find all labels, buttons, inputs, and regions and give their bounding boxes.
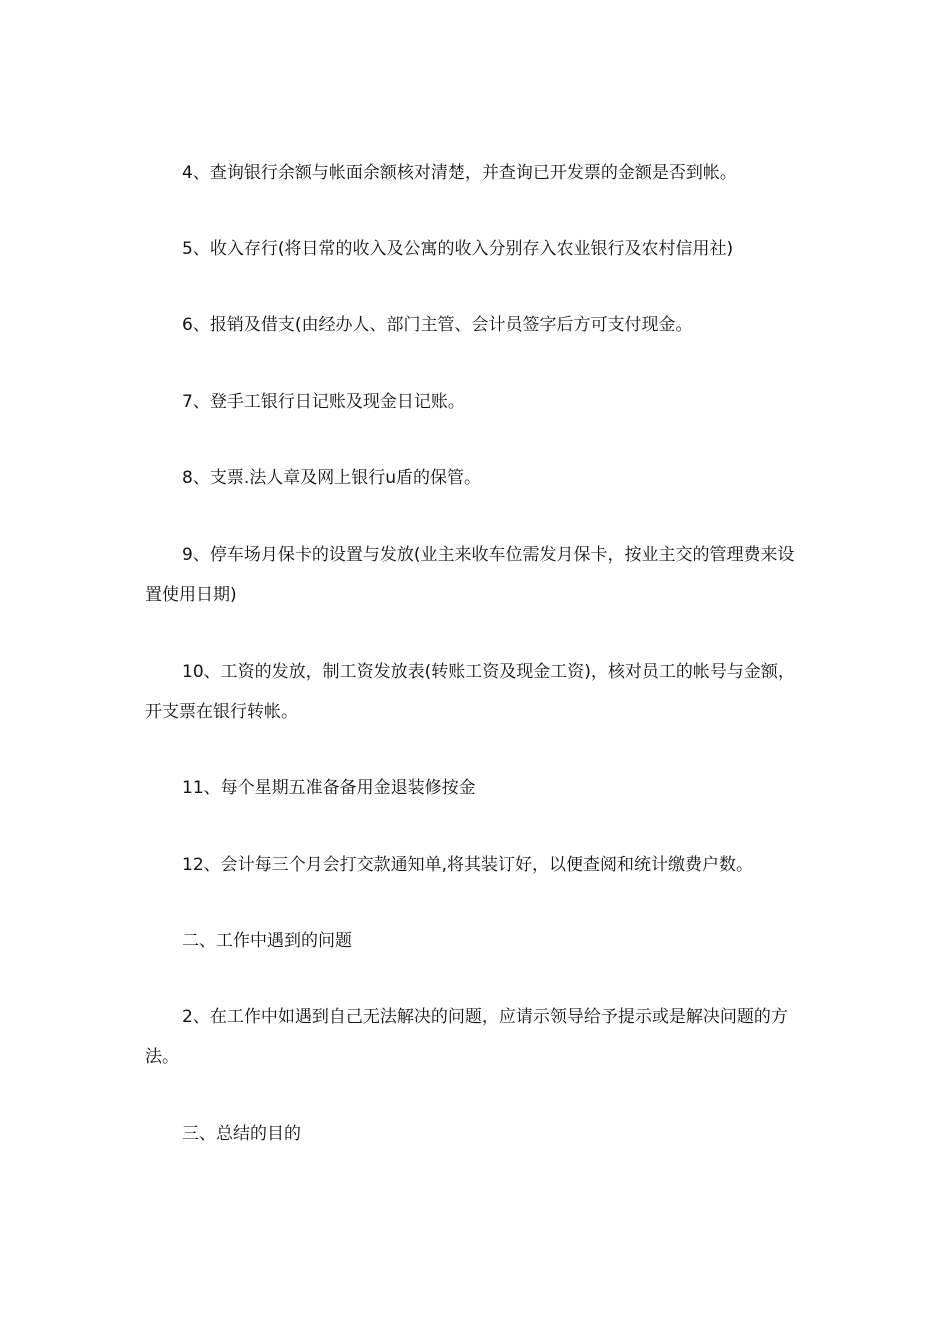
section-heading-problems: 二、工作中遇到的问题 (182, 931, 352, 951)
paragraph-item-5: 5、收入存行(将日常的收入及公寓的收入分别存入农业银行及农村信用社) (182, 239, 734, 259)
section-heading-purpose: 三、总结的目的 (182, 1124, 301, 1144)
paragraph-item-4: 4、查询银行余额与帐面余额核对清楚，并查询已开发票的金额是否到帐。 (182, 163, 737, 183)
paragraph-item-7: 7、登手工银行日记账及现金日记账。 (182, 392, 465, 412)
paragraph-item-9: 9、停车场月保卡的设置与发放(业主来收车位需发月保卡，按业主交的管理费来设置使用日期) (145, 545, 795, 605)
paragraph-item-6: 6、报销及借支(由经办人、部门主管、会计员签字后方可支付现金。 (182, 315, 693, 335)
paragraph-item-8: 8、支票.法人章及网上银行u盾的保管。 (182, 468, 481, 488)
paragraph-item-12: 12、会计每三个月会打交款通知单,将其装订好，以便查阅和统计缴费户数。 (182, 855, 754, 875)
paragraph-item-11: 11、每个星期五准备备用金退装修按金 (182, 778, 476, 798)
paragraph-item-10: 10、工资的发放，制工资发放表(转账工资及现金工资)，核对员工的帐号与金额，开支票在银行转帐。 (145, 662, 795, 722)
paragraph-problem-item-2: 2、在工作中如遇到自己无法解决的问题，应请示领导给予提示或是解决问题的方法。 (145, 1007, 788, 1067)
